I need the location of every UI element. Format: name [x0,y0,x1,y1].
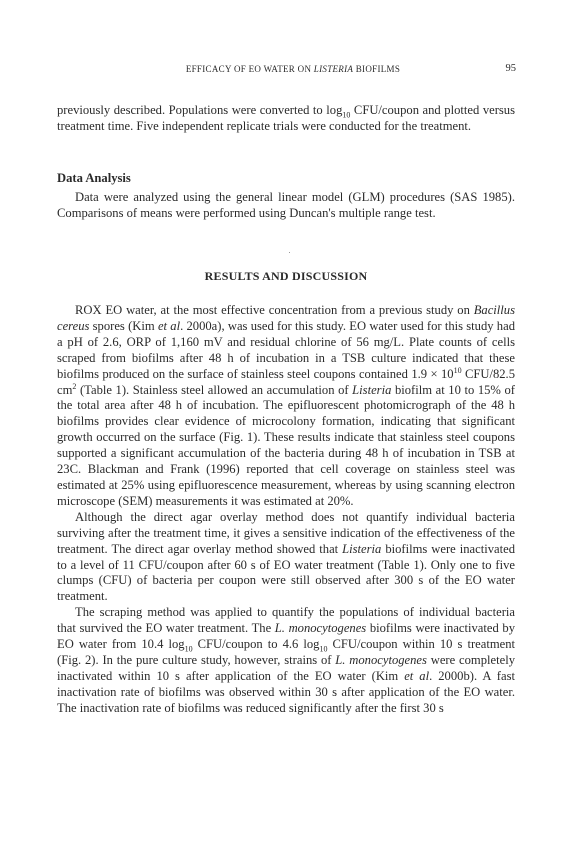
italic-run: L. monocytogenes [335,652,427,667]
italic-run: et al [404,668,430,683]
print-speck [289,252,290,253]
running-head-italic: LISTERIA [313,64,354,74]
text-run: biofilms were inactivated to a level of 11 CFU/coupon after 60 s of EO water treatment (Table 1). Only one to five clumps (CFU) of bacteria per coupon were still observed after 300 s of the EO water treatment. [57,541,516,604]
text-run: were completely inactivated within 10 s after application of the EO water (Kim [57,652,516,683]
superscript: 2 [72,381,77,391]
running-head-text: EFFICACY OF EO WATER ON [185,64,314,74]
text-run: CFU/coupon within 10 s treatment (Fig. 2). In the pure culture study, however, strains of [57,637,516,667]
text-run: CFU/coupon to 4.6 log [192,637,320,652]
text-run: Although the direct agar overlay method does not quantify individual bacteria surviving after the treatment time, it gives a sensitive indication of the effectiveness of the treatment. The direct agar overlay method showed that [57,509,515,556]
running-head-text-end: BIOFILMS [353,64,401,74]
results-paragraph-3 [57,605,515,716]
intro-paragraph [57,103,515,135]
text-run: biofilm at 10 to 15% of the total area after 48 h of incubation. The epifluorescent photomicrograph of the 48 h biofilms provides clear evidence of microcolony formation, indicating that significant growth occurred on the surface (Fig. 1). These results indicate that stainless steel coupons supported a significant accumulation of the bacteria during 48 h of incubation in TSB at 23C. Blackman and Frank (1996) reported that cell coverage on stainless steel was estimated at 25% using epifluorescence measurement, whereas by using scanning electron microscope (SEM) measurements it was estimated at 20%. [57,382,515,508]
subscript: 10 [319,644,328,654]
text-run: previously described. Populations were converted to log [57,103,343,117]
running-head [143,64,443,74]
italic-run: L. monocytogenes [274,621,367,636]
results-heading: RESULTS AND DISCUSSION [204,269,368,283]
page-number: 95 [505,63,516,74]
text-run: ROX EO water, at the most effective concentration from a previous study on [75,303,474,317]
italic-run: Listeria [352,382,392,397]
text-run: spores (Kim [89,318,158,333]
superscript: 10 [453,365,462,375]
italic-run: et al [157,318,181,333]
data-analysis-paragraph: Data were analyzed using the general linear model (GLM) procedures (SAS 1985). Comparisons of means were performed using Duncan's multiple range test. [57,189,515,220]
results-paragraph-1 [57,303,515,510]
data-analysis-section [57,171,515,222]
results-paragraph-2 [57,510,515,605]
text-run: . 2000a), was used for this study. EO water used for this study had a pH of 2.6, ORP of 1,160 mV and residual chlorine of 56 mg/L. Plate counts of cells scraped from biofilms after 48 h of incubation in a TSB culture indicated that these biofilms produced on the surface of stainless steel coupons contained 1.9 × 10 [57,318,515,381]
section-heading-data-analysis: Data Analysis [57,171,131,185]
text-run: CFU/coupon and plotted versus treatment time. Five independent replicate trials were conducted for the treatment. [57,103,515,133]
subscript: 10 [184,644,193,654]
text-run: (Table 1). Stainless steel allowed an accumulation of [76,382,353,397]
text-run: The scraping method was applied to quantify the populations of individual bacteria that survived the EO water treatment. The [57,605,515,636]
text-run: biofilms were inactivated by EO water from 10.4 log [57,621,515,652]
text-run: . 2000b). A fast inactivation rate of biofilms was observed within 30 s after application of the EO water. The inactivation rate of biofilms was reduced significantly after the first 30 s [57,668,515,715]
subscript: 10 [342,110,351,120]
text-run: CFU/82.5 cm [57,366,515,397]
italic-run: Listeria [342,541,382,556]
results-body [57,303,515,717]
italic-run: Bacillus cereus [57,303,515,333]
